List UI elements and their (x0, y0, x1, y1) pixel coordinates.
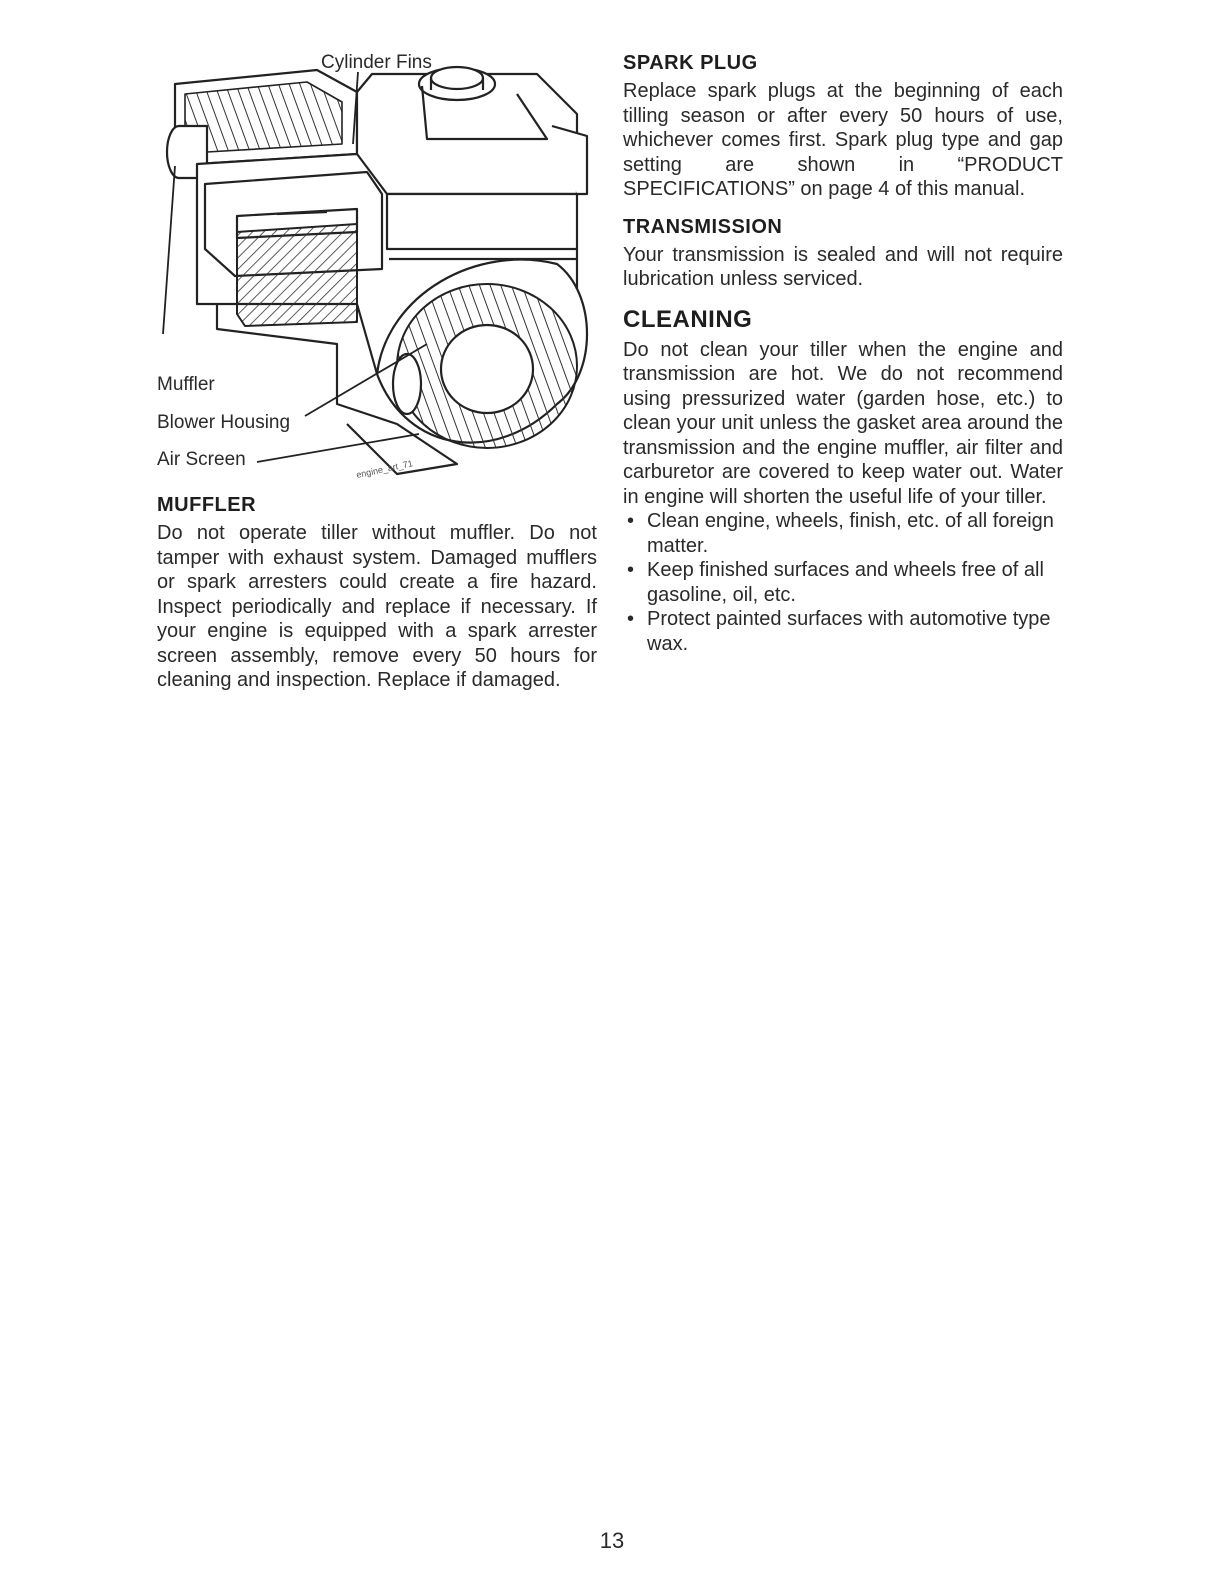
svg-text:engine_art_71: engine_art_71 (355, 458, 414, 480)
label-blower-housing: Blower Housing (157, 412, 291, 433)
bullet-icon: • (627, 559, 635, 581)
list-item: • Keep finished surfaces and wheels free of all gasoline, oil, etc. (627, 559, 1044, 606)
muffler-body: Do not operate tiller without muffler. Do not tamper with exhaust system. Damaged mufflers or spark arresters could create a fire hazard. Inspect periodically and replace if necessary. If your engine is equipped with a spark arrester screen assembly, remove every 50 hours for cleaning and inspection. Replace if damaged. (157, 522, 597, 691)
page-number: 13 (599, 1528, 625, 1553)
engine-figure (157, 44, 597, 484)
left-column (157, 44, 597, 693)
muffler-heading: MUFFLER (157, 494, 257, 516)
list-item: • Protect painted surfaces with automotive type wax. (627, 608, 1051, 655)
transmission-heading: TRANSMISSION (623, 215, 783, 238)
list-item: • Clean engine, wheels, finish, etc. of all foreign matter. (627, 510, 1054, 557)
cleaning-heading: CLEANING (623, 305, 753, 333)
right-column (623, 52, 1063, 656)
cleaning-bullet-list (623, 509, 1063, 656)
spark-plug-body: Replace spark plugs at the beginning of each tilling season or after every 50 hours of use, whichever comes first. Spark plug type and gap setting are shown in “PRODUCT SPECIFICATIONS” on page 4 of this manual. (623, 80, 1063, 200)
label-cylinder-fins: Cylinder Fins (321, 52, 432, 73)
bullet-icon: • (627, 510, 635, 532)
spark-plug-heading: SPARK PLUG (623, 52, 758, 74)
label-muffler: Muffler (157, 374, 215, 395)
label-air-screen: Air Screen (157, 449, 246, 470)
cleaning-body: Do not clean your tiller when the engine and transmission are hot. We do not recommend using pressurized water (garden hose, etc.) to clean your unit unless the gasket area around the transmission and the engine muffler, air filter and carburetor are covered to keep water out. Water in engine will shorten the useful life of your tiller. (623, 338, 1063, 508)
bullet-icon: • (627, 608, 635, 630)
transmission-body: Your transmission is sealed and will not require lubrication unless serviced. (623, 243, 1063, 290)
